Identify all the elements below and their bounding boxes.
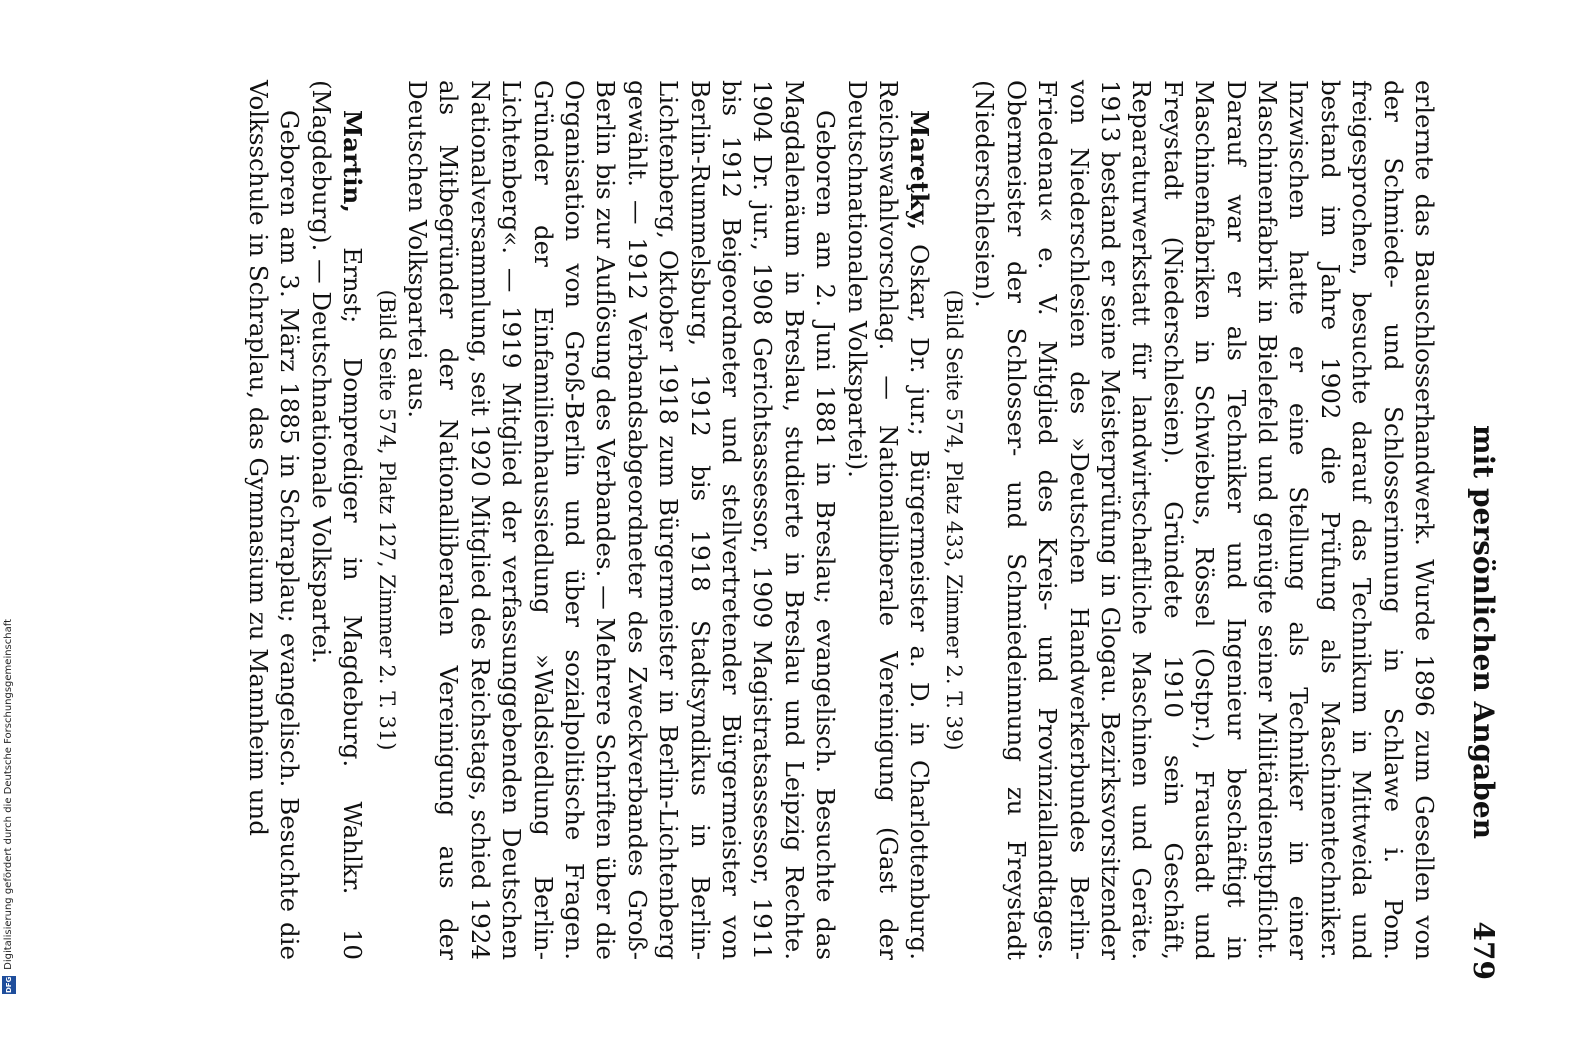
running-title: mit persönlichen Angaben (1467, 425, 1500, 840)
entry-lead: Oskar, Dr. jur.; Bürgermeister a. D. in Charlottenburg. Reichswahlvorschlag. — Nationalliberale Vereinigung (Gast der Deutschnationalen Volkspartei). (842, 80, 935, 960)
picture-reference: (Bild Seite 574, Platz 127, Zimmer 2. T. 31) (374, 289, 399, 751)
entry-name: Martin, (338, 110, 368, 213)
entry-martin (243, 80, 369, 960)
picture-reference: (Bild Seite 574, Platz 433, Zimmer 2. T. 39) (941, 289, 966, 751)
continuation-text: erlernte das Bauschlosserhandwerk. Wurde 1896 zum Gesellen von der Schmiede- und Schlosserinnung in Schlawe i. Pom. freigesprochen, besuchte darauf das Technikum in Mittweida und bestand im Jahre 1902 die Prüfung als Maschinentechniker. Inzwischen hatte er eine Stellung als Techniker in einer Maschinenfabrik in Bielefeld und genügte seiner Militärdienstpflicht. Darauf war er als Techniker und Ingenieur beschäftigt in Maschinenfabriken in Schwiebus, Rössel (Ostpr.), Fraustadt und Freystadt (Niederschlesien). Gründete 1910 sein Geschäft, Reparaturwerkstatt für landwirtschaftliche Maschinen und Geräte. 1913 bestand er seine Meisterprüfung in Glogau. Bezirksvorsitzender von Niederschlesien des »Deutschen Handwerkerbundes Berlin-Friedenau« e. V. Mitglied des Kreis- und Provinziallandtages. Obermeister der Schlosser- und Schmiedeinnung zu Freystadt (Niederschlesien). (970, 80, 1439, 960)
text-column (243, 80, 1440, 960)
dfg-logo: DFG (2, 976, 16, 994)
digitization-credit: Digitalisierung gefördert durch die Deutsche Forschungsgemeinschaft (3, 619, 14, 970)
entry-body: Geboren am 3. März 1885 in Schraplau; evangelisch. Besuchte die Volksschule in Schraplau, das Gymnasium zu Mannheim und (243, 80, 305, 960)
entry-name: Mareţky, (905, 110, 935, 231)
entry-header (305, 80, 368, 960)
entry-body: Geboren am 2. Juni 1881 in Breslau; evangelisch. Besuchte das Magdalenäum in Breslau, studierte in Breslau und Leipzig Rechte. 1904 Dr. jur., 1908 Gerichtsassessor, 1909 Magistratsassessor, 1911 bis 1912 Beigeordneter und stellvertretender Bürgermeister von Berlin-Rummelsburg, 1912 bis 1918 Stadtsyndikus in Berlin-Lichtenberg, Oktober 1918 zum Bürgermeister in Berlin-Lichtenberg gewählt. — 1912 Verbandsabgeordneter des Zweckverbandes Groß-Berlin bis zur Auflösung des Verbandes. — Mehrere Schriften über die Organisation von Groß-Berlin und über sozialpolitische Fragen. Gründer der Einfamilienhaussiedlung »Waldsiedlung Berlin-Lichtenberg«. — 1919 Mitglied der verfassunggebenden Deutschen Nationalversammlung, seit 1920 Mitglied des Reichstags, schied 1924 als Mitbegründer der Nationalliberalen Vereinigung aus der Deutschen Volkspartei aus. (403, 80, 841, 960)
page-number: 479 (1467, 921, 1500, 980)
page-header (1460, 80, 1500, 1000)
entry-header (841, 80, 935, 960)
sidebar (0, 0, 18, 1000)
entry-lead: Ernst; Domprediger in Magdeburg. Wahlkr. 10 (Magdeburg). — Deutschnationale Volkspartei. (306, 80, 368, 960)
rotated-page (243, 40, 1500, 1040)
entry-maretzky (370, 80, 935, 960)
